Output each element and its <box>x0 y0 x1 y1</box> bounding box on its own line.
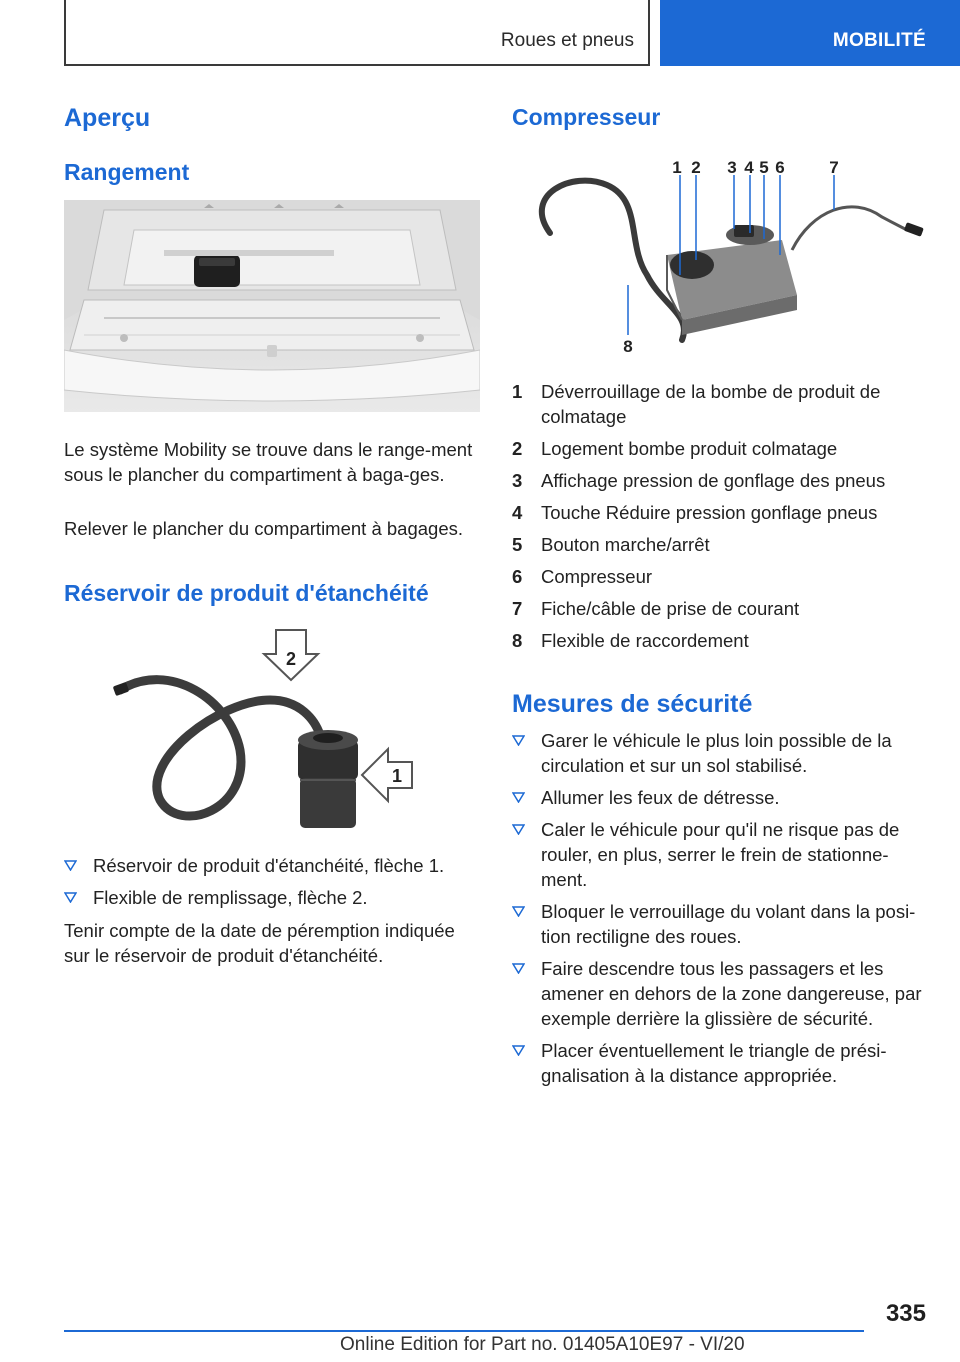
storage-heading: Rangement <box>64 159 190 185</box>
list-item: 1 Déverrouillage de la bombe de produit de colmatage <box>512 381 881 427</box>
compressor-label-3: 3 <box>727 158 737 177</box>
compressor-image <box>512 155 926 360</box>
compressor-label-7: 7 <box>829 158 839 177</box>
sealant-bottle-image <box>100 620 420 840</box>
sealant-heading: Réservoir de produit d'étanchéité <box>64 580 429 606</box>
triangle-bullet-icon <box>512 824 525 835</box>
header-section-box <box>64 0 650 66</box>
safety-heading: Mesures de sécurité <box>512 690 753 718</box>
expiry-note: Tenir compte de la date de péremption indiquée sur le réservoir de produit d'étanchéité. <box>64 920 455 966</box>
compressor-parts-list <box>512 379 926 653</box>
list-item: 5 Bouton marche/arrêt <box>512 534 710 555</box>
list-item: Caler le véhicule pour qu'il ne risque pas de rouler, en plus, serrer le frein de stationne-ment. <box>512 817 926 892</box>
list-item: Réservoir de produit d'étanchéité, flèche 1. <box>64 853 480 878</box>
edition-info: Online Edition for Part no. 01405A10E97 - VI/20 <box>340 1334 745 1355</box>
compressor-label-8: 8 <box>623 337 633 356</box>
compressor-label-4: 4 <box>744 158 754 177</box>
triangle-bullet-icon <box>64 860 77 871</box>
header-section-title: Roues et pneus <box>500 30 634 51</box>
compressor-label-5: 5 <box>759 158 769 177</box>
footer-divider <box>64 1330 864 1332</box>
trunk-storage-image <box>64 200 480 412</box>
page-number: 335 <box>885 1300 926 1327</box>
list-item: 6 Compresseur <box>512 566 653 587</box>
list-item: 8 Flexible de raccordement <box>512 630 749 651</box>
compressor-label-1: 1 <box>672 158 682 177</box>
sealant-label-1: 1 <box>391 766 403 786</box>
sealant-bullets <box>64 853 480 910</box>
triangle-bullet-icon <box>512 792 525 803</box>
list-item: 4 Touche Réduire pression gonflage pneus <box>512 502 878 523</box>
triangle-bullet-icon <box>512 1045 525 1056</box>
sealant-label-2: 2 <box>285 649 297 669</box>
compressor-label-6: 6 <box>775 158 785 177</box>
safety-bullets <box>512 728 926 1088</box>
list-item: 7 Fiche/câble de prise de courant <box>512 598 800 619</box>
storage-instruction: Relever le plancher du compartiment à bagages. <box>64 518 464 539</box>
list-item: 2 Logement bombe produit colmatage <box>512 438 838 459</box>
compressor-heading: Compresseur <box>512 104 661 130</box>
page-title: Aperçu <box>64 104 151 132</box>
triangle-bullet-icon <box>512 735 525 746</box>
list-item: Bloquer le verrouillage du volant dans la posi-tion rectiligne des roues. <box>512 899 926 949</box>
list-item: Flexible de remplissage, flèche 2. <box>64 885 480 910</box>
list-item: Faire descendre tous les passagers et les amener en dehors de la zone dangereuse, par exemple derrière la glissière de sécurité. <box>512 956 926 1031</box>
list-item: 3 Affichage pression de gonflage des pneus <box>512 470 886 491</box>
triangle-bullet-icon <box>512 963 525 974</box>
list-item: Allumer les feux de détresse. <box>512 785 926 810</box>
compressor-label-2: 2 <box>691 158 701 177</box>
storage-paragraph: Le système Mobility se trouve dans le range-ment sous le plancher du compartiment à baga-ges. <box>64 439 473 485</box>
list-item: Garer le véhicule le plus loin possible de la circulation et sur un sol stabilisé. <box>512 728 926 778</box>
triangle-bullet-icon <box>64 892 77 903</box>
list-item: Placer éventuellement le triangle de prési-gnalisation à la distance appropriée. <box>512 1038 926 1088</box>
header-chapter-tab <box>660 0 960 66</box>
triangle-bullet-icon <box>512 906 525 917</box>
header-chapter-title: MOBILITÉ <box>832 30 926 51</box>
